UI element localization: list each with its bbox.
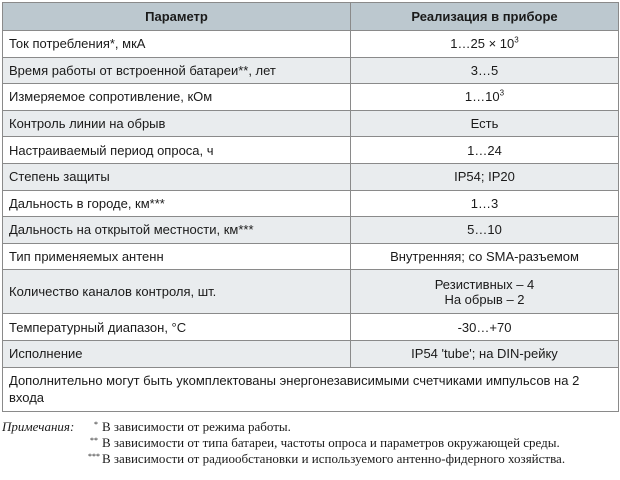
value-cell bbox=[351, 270, 619, 314]
spec-table bbox=[2, 2, 619, 412]
value-cell: 1…24 bbox=[351, 137, 619, 164]
notes-section bbox=[2, 419, 618, 467]
table-row bbox=[3, 57, 619, 84]
note-text: В зависимости от радиообстановки и используемого антенно-фидерного хозяйства. bbox=[102, 451, 566, 466]
table-footer-row bbox=[3, 367, 619, 411]
note-text: В зависимости от типа батареи, частоты опроса и параметров окружающей среды. bbox=[102, 435, 560, 450]
param-cell: Дальность на открытой местности, км*** bbox=[3, 217, 351, 244]
param-cell: Температурный диапазон, °С bbox=[3, 314, 351, 341]
notes-label: Примечания: bbox=[2, 419, 75, 434]
table-row bbox=[3, 84, 619, 111]
value-exponent: 3 bbox=[499, 89, 505, 99]
table-row bbox=[3, 340, 619, 367]
value-cell: Есть bbox=[351, 110, 619, 137]
value-cell: IP54 'tube'; на DIN-рейку bbox=[351, 340, 619, 367]
notes-label-spacer bbox=[2, 451, 88, 467]
table-header bbox=[3, 3, 619, 31]
table-row bbox=[3, 163, 619, 190]
table-row bbox=[3, 137, 619, 164]
table-row bbox=[3, 110, 619, 137]
param-cell: Ток потребления*, мкА bbox=[3, 31, 351, 58]
value-text: 1…10 bbox=[464, 89, 500, 105]
table-body bbox=[3, 31, 619, 412]
note-item bbox=[2, 419, 618, 435]
param-cell: Тип применяемых антенн bbox=[3, 243, 351, 270]
note-marker: ** bbox=[90, 436, 98, 445]
param-cell: Степень защиты bbox=[3, 163, 351, 190]
value-cell: 5…10 bbox=[351, 217, 619, 244]
note-item bbox=[2, 435, 618, 451]
header-implementation: Реализация в приборе bbox=[351, 3, 619, 31]
param-cell: Настраиваемый период опроса, ч bbox=[3, 137, 351, 164]
value-text: 1…25 × 10 bbox=[450, 36, 515, 52]
value-line: На обрыв – 2 bbox=[444, 291, 525, 307]
table-row bbox=[3, 314, 619, 341]
table-row bbox=[3, 31, 619, 58]
param-cell: Дальность в городе, км*** bbox=[3, 190, 351, 217]
param-cell: Время работы от встроенной батареи**, лет bbox=[3, 57, 351, 84]
param-cell: Исполнение bbox=[3, 340, 351, 367]
table-row bbox=[3, 270, 619, 314]
value-cell bbox=[351, 84, 619, 111]
note-marker: * bbox=[94, 420, 98, 429]
param-cell: Количество каналов контроля, шт. bbox=[3, 270, 351, 314]
value-cell bbox=[351, 31, 619, 58]
param-cell: Контроль линии на обрыв bbox=[3, 110, 351, 137]
value-line: Резистивных – 4 bbox=[434, 276, 535, 292]
header-parameter: Параметр bbox=[3, 3, 351, 31]
value-exponent: 3 bbox=[514, 35, 519, 45]
table-row bbox=[3, 190, 619, 217]
table-row bbox=[3, 243, 619, 270]
note-marker: *** bbox=[88, 452, 100, 461]
value-cell: Внутренняя; со SMA-разъемом bbox=[351, 243, 619, 270]
table-row bbox=[3, 217, 619, 244]
value-cell: -30…+70 bbox=[351, 314, 619, 341]
table-footer-note: Дополнительно могут быть укомплектованы энергонезависимыми счетчиками импульсов на 2 входа bbox=[3, 367, 619, 411]
param-cell: Измеряемое сопротивление, кОм bbox=[3, 84, 351, 111]
note-text: В зависимости от режима работы. bbox=[102, 419, 291, 434]
note-item bbox=[2, 451, 618, 467]
notes-label-spacer bbox=[2, 435, 88, 451]
value-cell: 1…3 bbox=[351, 190, 619, 217]
value-cell: 3…5 bbox=[351, 57, 619, 84]
value-cell: IP54; IP20 bbox=[351, 163, 619, 190]
